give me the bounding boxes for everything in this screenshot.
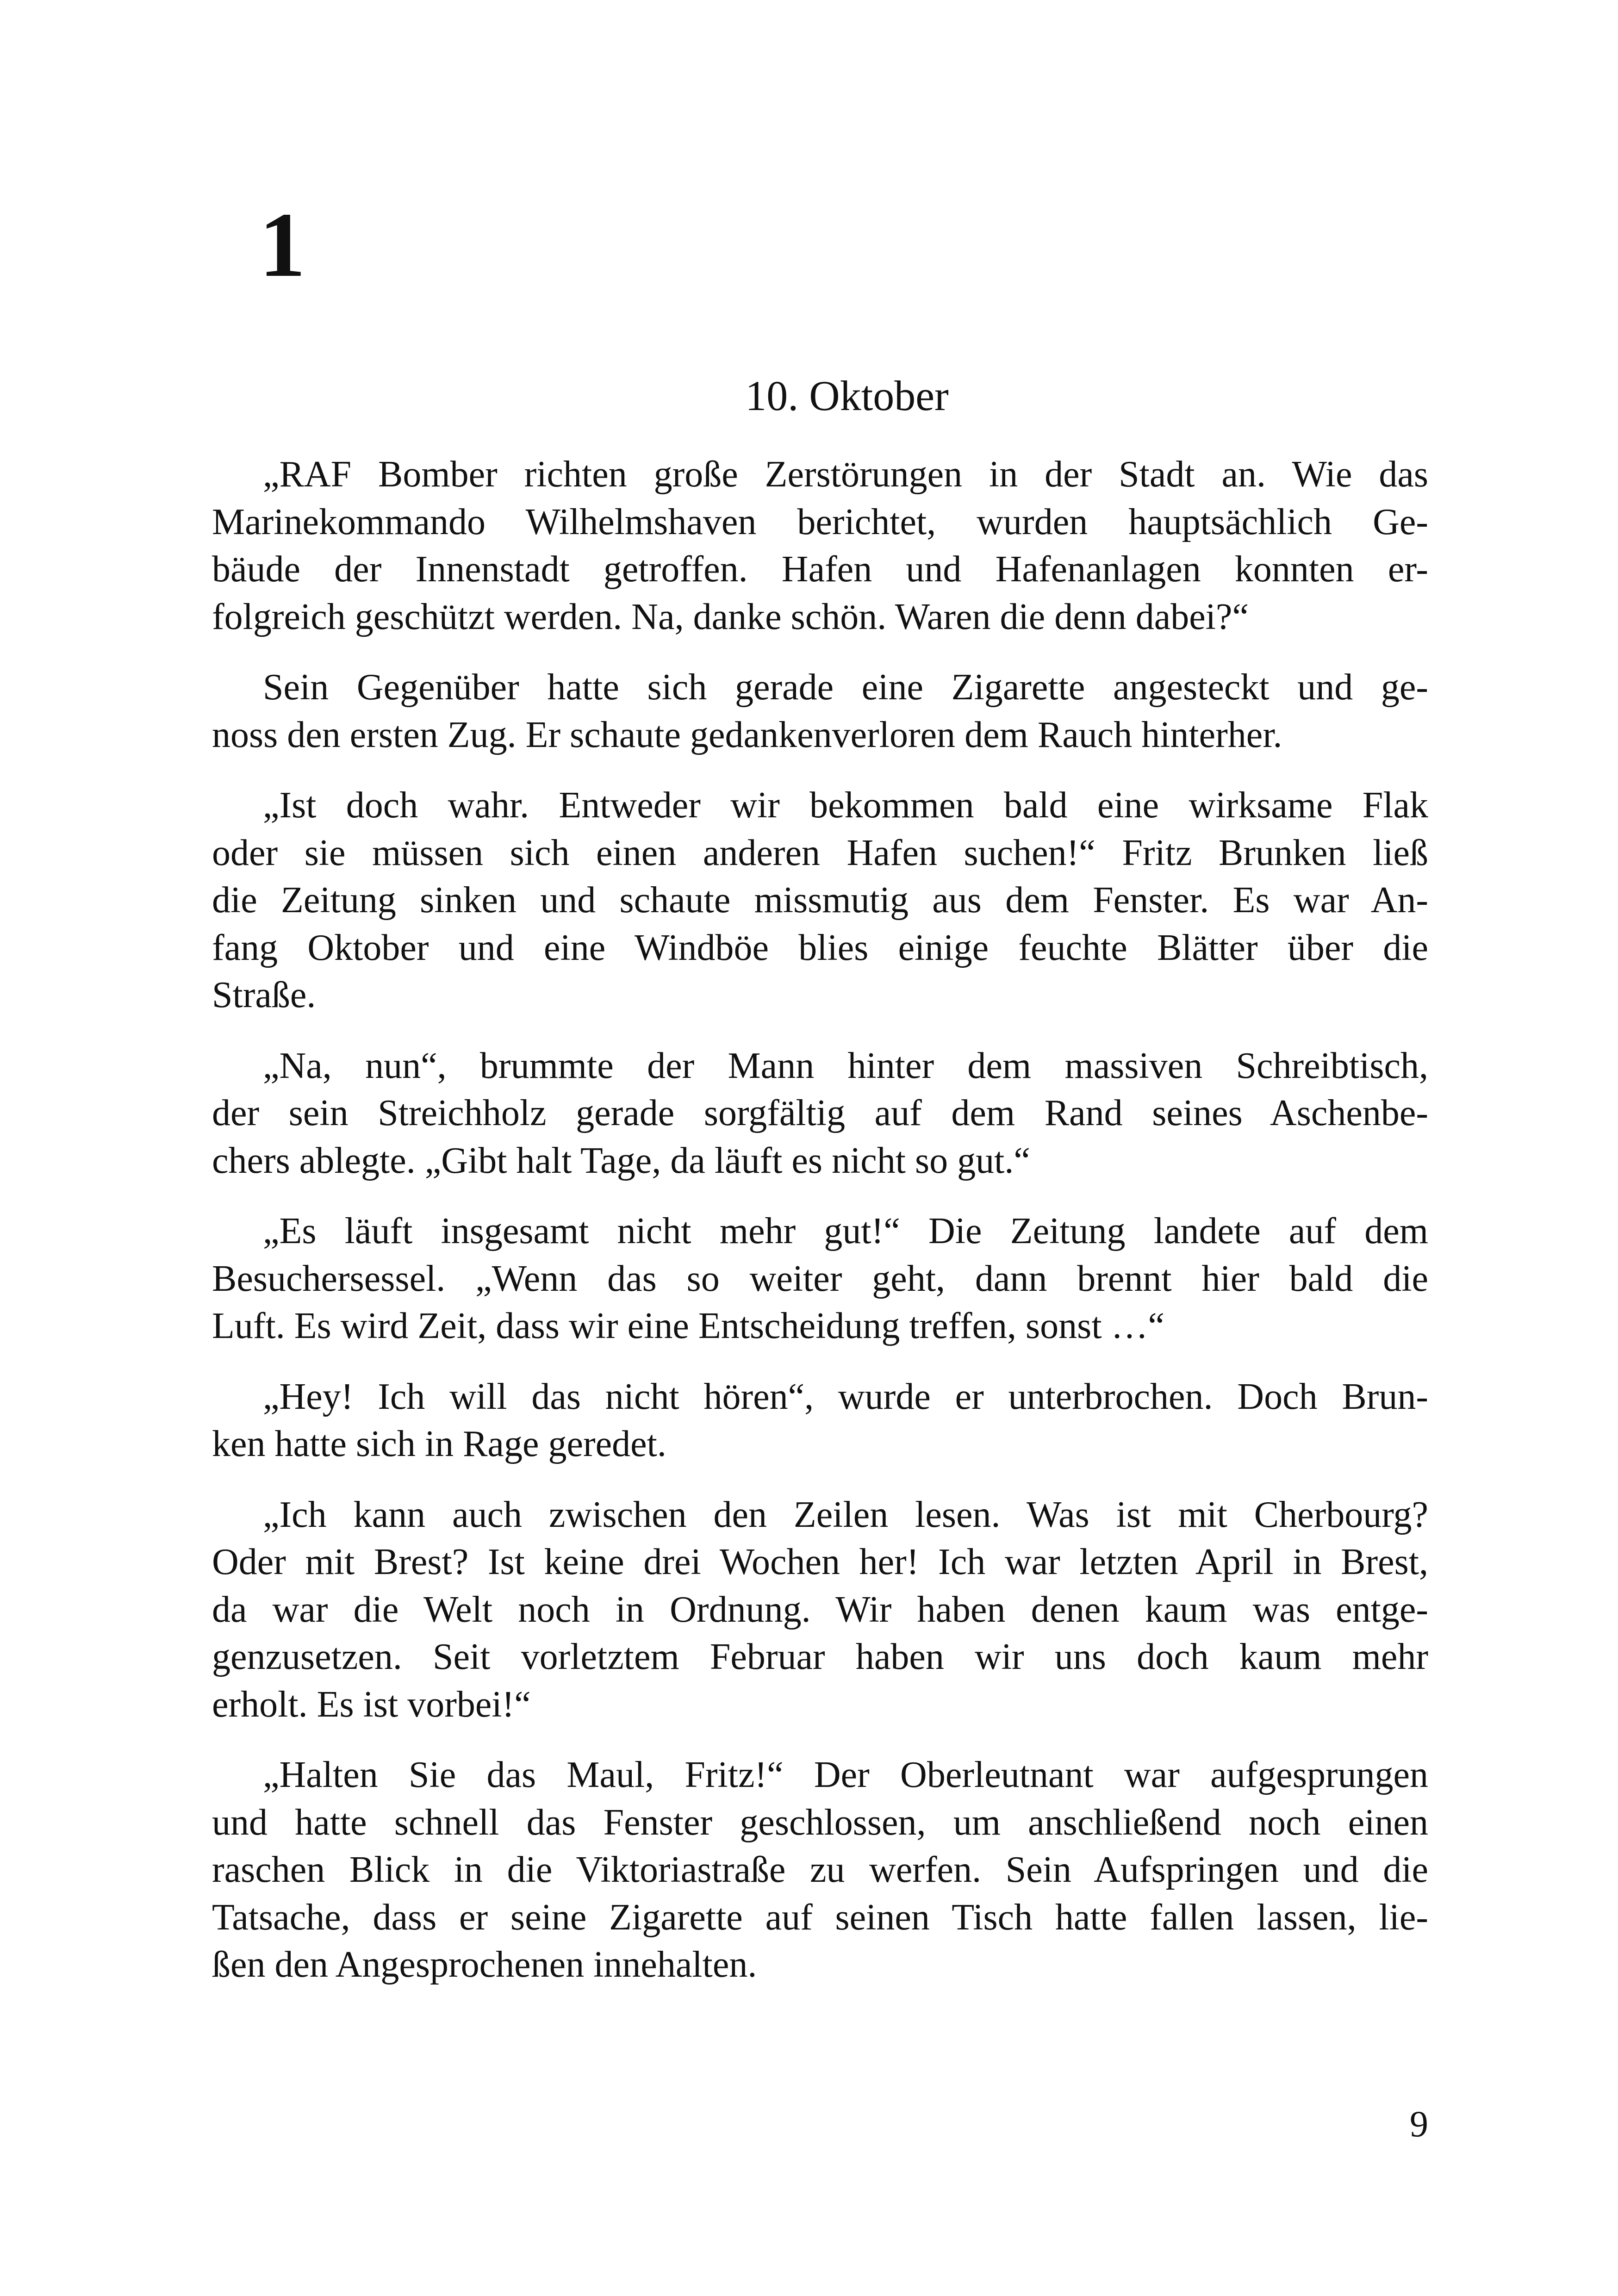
text-line: und hatte schnell das Fenster geschlossen, um anschließend noch einen	[212, 1802, 1428, 1843]
text-line: „RAF Bomber richten große Zerstörungen in der Stadt an. Wie das	[263, 454, 1428, 495]
text-line: erholt. Es ist vorbei!“	[212, 1684, 531, 1725]
chapter-title: 10. Oktober	[745, 372, 949, 419]
text-line: Luft. Es wird Zeit, dass wir eine Entscheidung treffen, sonst …“	[212, 1306, 1165, 1346]
text-line: Sein Gegenüber hatte sich gerade eine Zigarette angesteckt und ge-	[263, 667, 1428, 708]
text-line: „Hey! Ich will das nicht hören“, wurde er unterbrochen. Doch Brun-	[263, 1376, 1428, 1417]
paragraph	[212, 451, 1428, 641]
text-line: „Na, nun“, brummte der Mann hinter dem massiven Schreibtisch,	[263, 1045, 1428, 1086]
text-line: raschen Blick in die Viktoriastraße zu werfen. Sein Aufspringen und die	[212, 1849, 1428, 1890]
text-line: genzusetzen. Seit vorletztem Februar haben wir uns doch kaum mehr	[212, 1636, 1428, 1677]
text-line: da war die Welt noch in Ordnung. Wir haben denen kaum was entge-	[212, 1589, 1428, 1630]
text-line: die Zeitung sinken und schaute missmutig aus dem Fenster. Es war An-	[212, 880, 1428, 921]
text-line: der sein Streichholz gerade sorgfältig auf dem Rand seines Aschenbe-	[212, 1093, 1428, 1133]
paragraph	[212, 1751, 1428, 1989]
text-line: Besuchersessel. „Wenn das so weiter geht, dann brennt hier bald die	[212, 1258, 1428, 1299]
paragraph	[212, 1207, 1428, 1350]
text-line: „Ich kann auch zwischen den Zeilen lesen. Was ist mit Cherbourg?	[263, 1494, 1428, 1535]
text-line: ken hatte sich in Rage geredet.	[212, 1424, 666, 1464]
text-line: Straße.	[212, 975, 316, 1015]
text-line: ßen den Angesprochenen innehalten.	[212, 1944, 757, 1985]
paragraph	[212, 1373, 1428, 1468]
paragraph	[212, 1042, 1428, 1185]
paragraph	[212, 664, 1428, 759]
text-line: fang Oktober und eine Windböe blies einige feuchte Blätter über die	[212, 927, 1428, 968]
text-line: chers ablegte. „Gibt halt Tage, da läuft es nicht so gut.“	[212, 1140, 1030, 1181]
text-line: bäude der Innenstadt getroffen. Hafen und Hafenanlagen konnten er-	[212, 549, 1428, 590]
text-line: Oder mit Brest? Ist keine drei Wochen her! Ich war letzten April in Brest,	[212, 1542, 1428, 1582]
text-line: „Halten Sie das Maul, Fritz!“ Der Oberleutnant war aufgesprungen	[263, 1755, 1428, 1795]
text-line: folgreich geschützt werden. Na, danke schön. Waren die denn dabei?“	[212, 596, 1249, 637]
page-number: 9	[1410, 2104, 1428, 2145]
body-text	[212, 451, 1428, 2012]
text-line: Marinekommando Wilhelmshaven berichtet, wurden hauptsächlich Ge-	[212, 501, 1428, 542]
text-line: oder sie müssen sich einen anderen Hafen suchen!“ Fritz Brunken ließ	[212, 832, 1428, 873]
text-line: „Ist doch wahr. Entweder wir bekommen bald eine wirksame Flak	[263, 785, 1428, 826]
text-line: Tatsache, dass er seine Zigarette auf seinen Tisch hatte fallen lassen, lie-	[212, 1897, 1428, 1938]
paragraph	[212, 782, 1428, 1019]
text-line: noss den ersten Zug. Er schaute gedankenverloren dem Rauch hinterher.	[212, 714, 1282, 755]
chapter-number: 1	[259, 194, 305, 296]
text-line: „Es läuft insgesamt nicht mehr gut!“ Die Zeitung landete auf dem	[263, 1211, 1428, 1251]
paragraph	[212, 1491, 1428, 1729]
